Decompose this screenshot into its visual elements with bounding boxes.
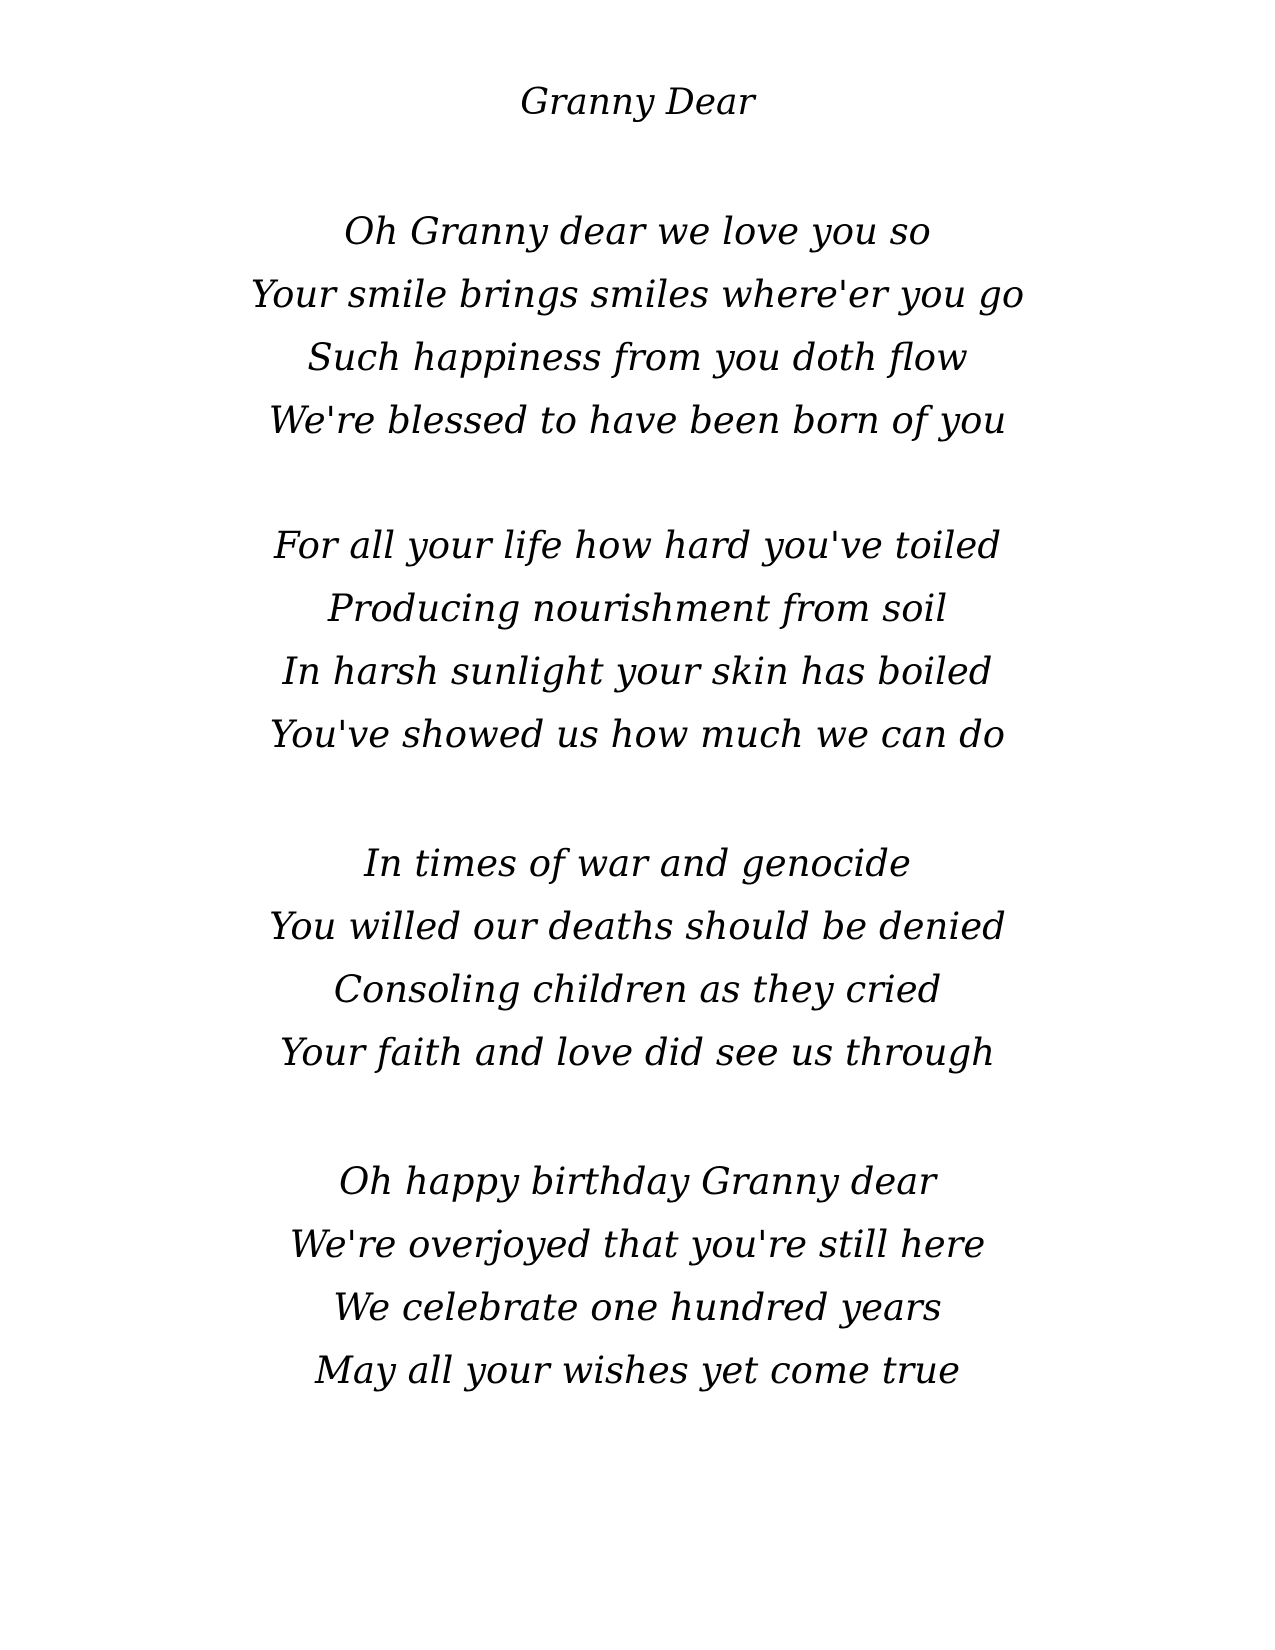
stanza-3 [0, 832, 1275, 1084]
poem-line: Consoling children as they cried [333, 968, 942, 1011]
poem-line: Producing nourishment from soil [327, 587, 948, 630]
poem-line: In harsh sunlight your skin has boiled [282, 650, 993, 693]
poem-line: You willed our deaths should be denied [269, 905, 1006, 948]
poem-line: In times of war and genocide [364, 842, 911, 885]
poem-line: For all your life how hard you've toiled [273, 524, 1002, 567]
poem-line: You've showed us how much we can do [269, 713, 1006, 756]
poem-line: Your faith and love did see us through [280, 1031, 995, 1074]
poem-title: Granny Dear [520, 82, 755, 123]
poem-line: Oh happy birthday Granny dear [338, 1160, 937, 1203]
stanza-2 [0, 514, 1275, 766]
poem-line: Such happiness from you doth flow [307, 336, 968, 379]
poem-line: May all your wishes yet come true [315, 1349, 960, 1392]
poem-line: We celebrate one hundred years [333, 1286, 942, 1329]
poem-line: We're overjoyed that you're still here [289, 1223, 986, 1266]
stanza-4 [0, 1150, 1275, 1402]
poem-line: Your smile brings smiles where'er you go [250, 273, 1025, 316]
poem-line: We're blessed to have been born of you [268, 399, 1007, 442]
poem-line: Oh Granny dear we love you so [344, 210, 931, 253]
stanza-1 [0, 200, 1275, 452]
